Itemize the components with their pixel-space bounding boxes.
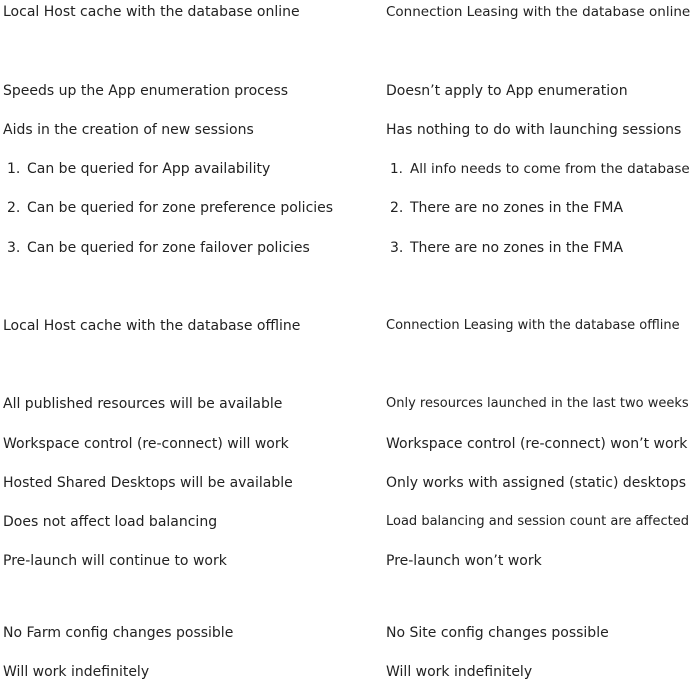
- list-text: Can be queried for App availability: [27, 161, 271, 177]
- right-heading-offline: Connection Leasing with the database offline: [386, 318, 680, 333]
- list-text: All info needs to come from the database: [410, 161, 690, 177]
- left-heading-offline: Local Host cache with the database offline: [3, 318, 301, 334]
- left-config-item-2: Will work indefinitely: [3, 664, 150, 680]
- left-numbered-item-2: [3, 199, 333, 217]
- right-config-item-2: Will work indefinitely: [386, 664, 533, 680]
- right-offline-item-2: Workspace control (re-connect) won’t work: [386, 436, 688, 452]
- left-numbered-item-3: [3, 239, 310, 257]
- right-offline-item-5: Pre-launch won’t work: [386, 553, 542, 569]
- left-online-item-1: Speeds up the App enumeration process: [3, 83, 289, 99]
- left-offline-item-2: Workspace control (re-connect) will work: [3, 436, 289, 452]
- left-numbered-item-1: [3, 160, 270, 178]
- left-offline-item-3: Hosted Shared Desktops will be available: [3, 475, 293, 491]
- right-config-item-1: No Site config changes possible: [386, 625, 609, 641]
- left-offline-item-1: All published resources will be available: [3, 396, 283, 412]
- list-number: 3.: [7, 240, 21, 256]
- right-online-item-1: Doesn’t apply to App enumeration: [386, 83, 628, 99]
- list-text: There are no zones in the FMA: [410, 200, 624, 216]
- list-number: 2.: [7, 200, 21, 216]
- right-offline-item-3: Only works with assigned (static) desktops: [386, 475, 687, 491]
- right-offline-item-1: Only resources launched in the last two weeks: [386, 396, 689, 411]
- right-online-item-2: Has nothing to do with launching sessions: [386, 122, 682, 138]
- left-offline-item-5: Pre-launch will continue to work: [3, 553, 227, 569]
- list-number: 1.: [7, 161, 21, 177]
- list-number: 3.: [390, 240, 404, 256]
- right-numbered-item-3: [386, 239, 623, 257]
- left-heading-online: Local Host cache with the database online: [3, 4, 300, 20]
- right-numbered-item-2: [386, 199, 623, 217]
- list-text: There are no zones in the FMA: [410, 240, 624, 256]
- left-config-item-1: No Farm config changes possible: [3, 625, 234, 641]
- list-number: 1.: [390, 161, 403, 177]
- right-heading-online: Connection Leasing with the database online: [386, 4, 691, 20]
- left-offline-item-4: Does not affect load balancing: [3, 514, 218, 530]
- right-numbered-item-1: [386, 160, 690, 178]
- list-text: Can be queried for zone preference policies: [27, 200, 334, 216]
- right-offline-item-4: Load balancing and session count are affected: [386, 514, 689, 529]
- list-text: Can be queried for zone failover policies: [27, 240, 310, 256]
- list-number: 2.: [390, 200, 404, 216]
- left-online-item-2: Aids in the creation of new sessions: [3, 122, 254, 138]
